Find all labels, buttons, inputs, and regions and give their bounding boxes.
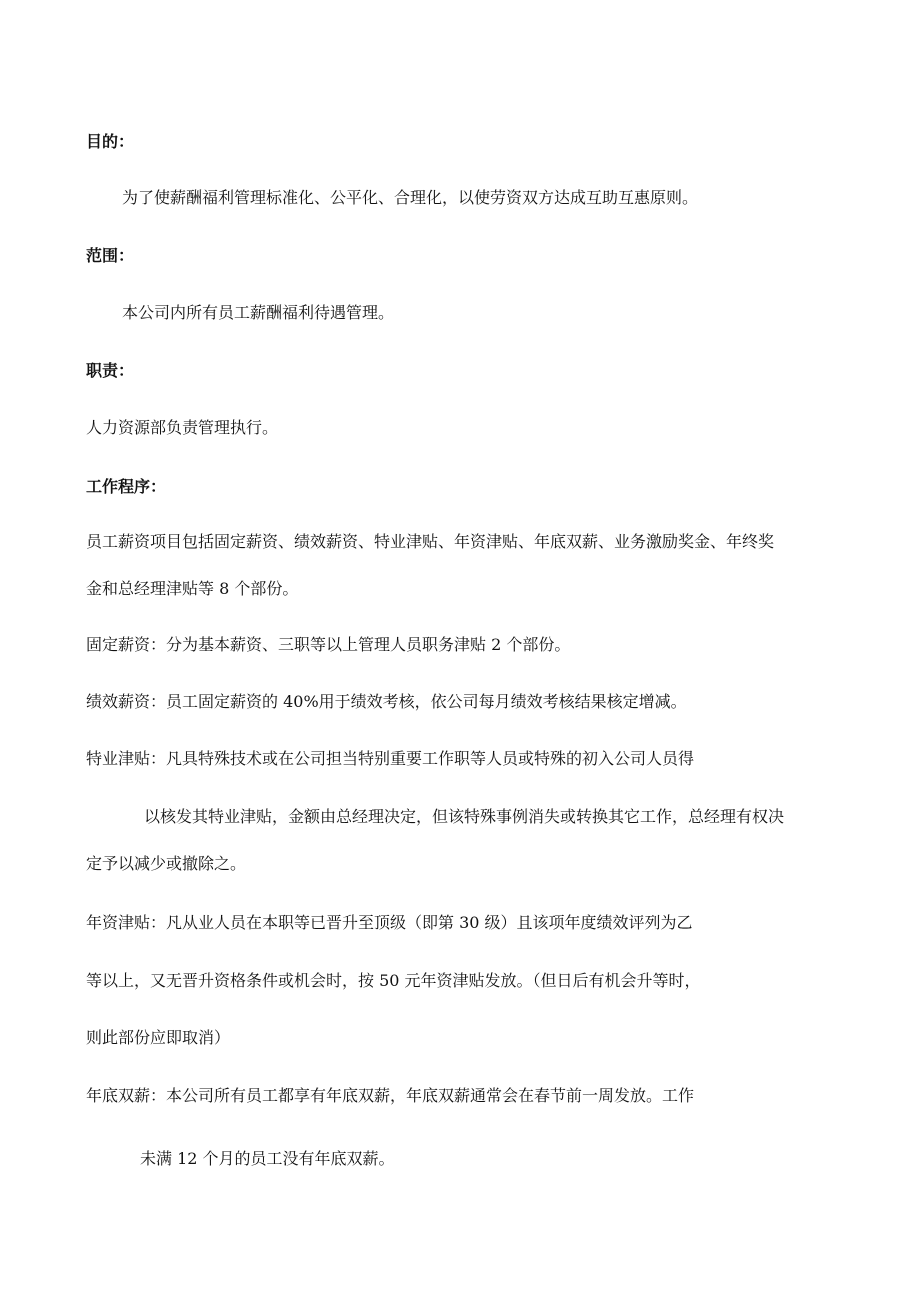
scope-heading: 范围：	[86, 246, 135, 265]
procedure-line: 固定薪资：分为基本薪资、三职等以上管理人员职务津贴 2 个部份。	[86, 635, 571, 654]
procedure-line: 绩效薪资：员工固定薪资的 40%用于绩效考核，依公司每月绩效考核结果核定增减。	[86, 692, 687, 711]
responsibility-body: 人力资源部负责管理执行。	[86, 418, 279, 437]
procedure-line: 未满 12 个月的员工没有年底双薪。	[140, 1149, 395, 1168]
scope-body: 本公司内所有员工薪酬福利待遇管理。	[122, 303, 395, 322]
procedure-line: 金和总经理津贴等 8 个部份。	[86, 579, 299, 598]
purpose-body: 为了使薪酬福利管理标准化、公平化、合理化，以使劳资双方达成互助互惠原则。	[122, 188, 699, 207]
procedure-line: 年底双薪：本公司所有员工都享有年底双薪，年底双薪通常会在春节前一周发放。工作	[86, 1086, 695, 1105]
purpose-heading: 目的：	[86, 132, 135, 151]
responsibility-heading: 职责：	[86, 361, 135, 380]
procedure-line: 以核发其特业津贴，金额由总经理决定，但该特殊事例消失或转换其它工作，总经理有权决	[144, 807, 785, 826]
procedure-line: 员工薪资项目包括固定薪资、绩效薪资、特业津贴、年资津贴、年底双薪、业务激励奖金、年终奖	[86, 532, 775, 551]
procedure-line: 特业津贴：凡具特殊技术或在公司担当特别重要工作职等人员或特殊的初入公司人员得	[86, 749, 695, 768]
procedure-line: 年资津贴：凡从业人员在本职等已晋升至顶级（即第 30 级）且该项年度绩效评列为乙	[86, 913, 693, 932]
procedure-line: 定予以减少或撤除之。	[86, 854, 247, 873]
procedure-line: 则此部份应即取消）	[86, 1028, 231, 1047]
procedure-line: 等以上，又无晋升资格条件或机会时，按 50 元年资津贴发放。（但日后有机会升等时，	[86, 971, 701, 990]
procedure-heading: 工作程序：	[86, 477, 167, 496]
